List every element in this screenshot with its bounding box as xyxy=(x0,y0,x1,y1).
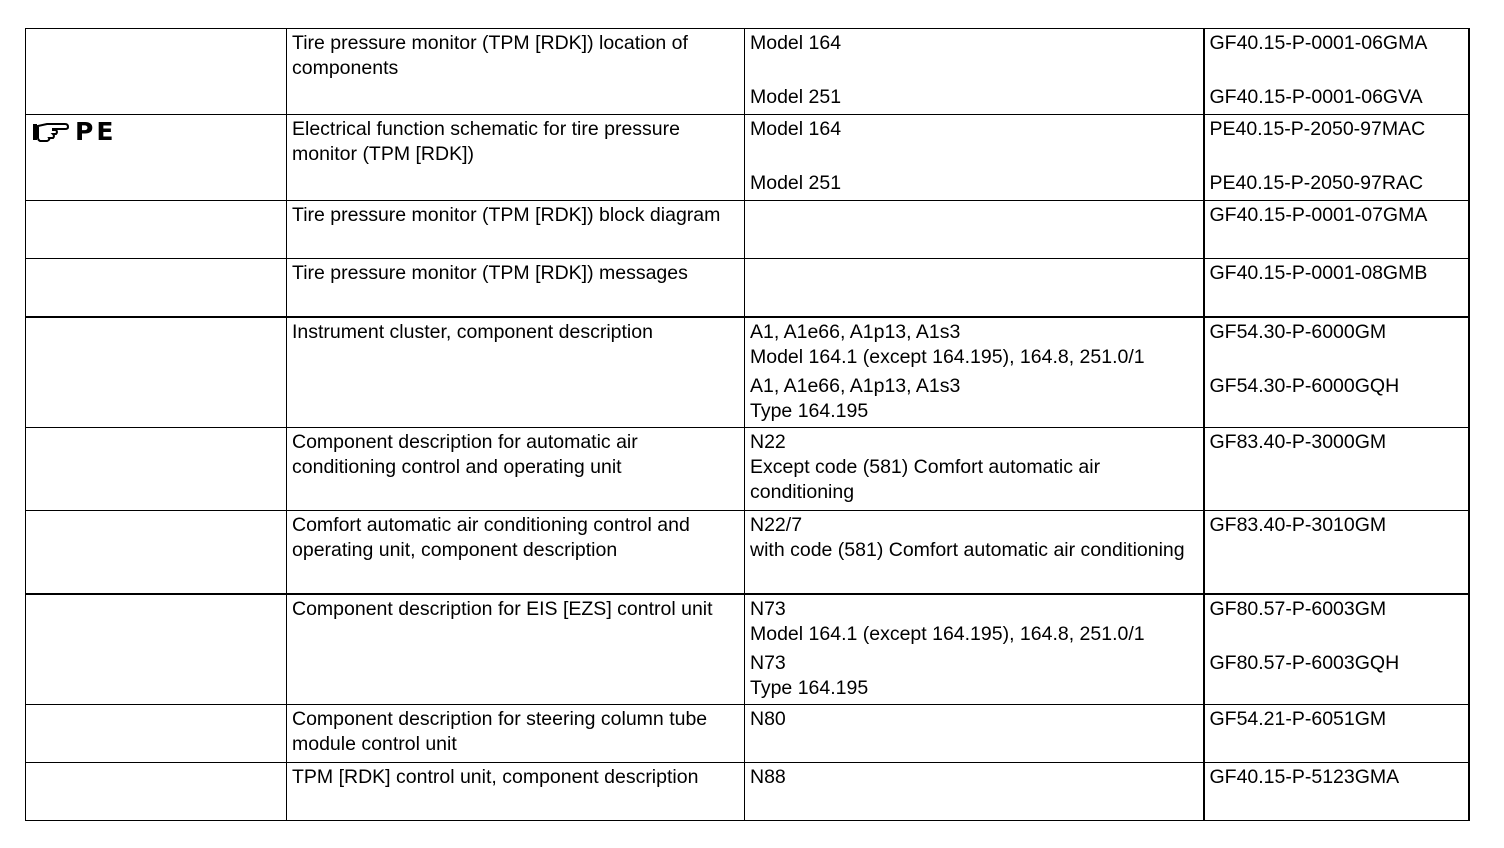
document-code-cell xyxy=(1204,259,1469,317)
applicability-entry xyxy=(750,171,1199,196)
document-title: Component description for steering column tube module control unit xyxy=(292,708,708,755)
document-code-cell xyxy=(1204,29,1469,115)
applicability-label: N73 xyxy=(750,651,786,674)
applicability-cell xyxy=(745,115,1204,201)
applicability-entry xyxy=(750,651,1199,701)
document-code: GF54.30-P-6000GM xyxy=(1209,320,1387,343)
applicability-label: N88 xyxy=(750,766,786,788)
document-code-cell xyxy=(1204,428,1469,511)
applicability-label: Model 164 xyxy=(750,32,842,54)
code-entry xyxy=(1210,203,1464,228)
document-code-cell xyxy=(1204,511,1469,594)
document-title: Tire pressure monitor (TPM [RDK]) messages xyxy=(292,262,688,284)
code-entry xyxy=(1210,513,1464,538)
applicability-detail: with code (581) Comfort automatic air conditioning xyxy=(750,539,1185,561)
applicability-cell xyxy=(745,201,1204,259)
marker-cell xyxy=(26,201,287,259)
reference-table-body xyxy=(26,29,1469,821)
marker-cell xyxy=(26,29,287,115)
code-entry xyxy=(1210,430,1464,455)
applicability-cell xyxy=(745,594,1204,705)
code-entry xyxy=(1210,374,1464,399)
document-code: PE40.15-P-2050-97RAC xyxy=(1209,172,1424,194)
applicability-label: N22 xyxy=(750,431,786,453)
applicability-cell xyxy=(745,259,1204,317)
marker-cell xyxy=(26,705,287,763)
code-entry xyxy=(1210,31,1464,56)
code-entry xyxy=(1210,597,1464,622)
applicability-cell xyxy=(745,317,1204,428)
document-code: GF40.15-P-0001-07GMA xyxy=(1209,204,1428,226)
document-code: GF40.15-P-0001-06GVA xyxy=(1209,86,1423,108)
applicability-detail: Type 164.195 xyxy=(750,676,869,699)
table-row xyxy=(26,511,1469,594)
document-title-cell xyxy=(287,259,745,317)
document-code: GF80.57-P-6003GM xyxy=(1209,597,1387,620)
applicability-entry xyxy=(750,707,1199,732)
document-title: Electrical function schematic for tire pressure monitor (TPM [RDK]) xyxy=(292,118,680,165)
applicability-entry xyxy=(750,85,1199,110)
table-row xyxy=(26,115,1469,201)
code-entry xyxy=(1210,707,1464,732)
table-row xyxy=(26,201,1469,259)
document-code-cell xyxy=(1204,115,1469,201)
table-row xyxy=(26,29,1469,115)
code-entry xyxy=(1210,320,1464,345)
applicability-cell xyxy=(745,29,1204,115)
document-code-cell xyxy=(1204,594,1469,705)
code-entry xyxy=(1210,85,1464,110)
marker-cell xyxy=(26,511,287,594)
document-code: GF54.21-P-6051GM xyxy=(1209,708,1387,730)
applicability-entry xyxy=(750,765,1199,790)
marker-cell xyxy=(26,115,287,201)
applicability-entry xyxy=(750,31,1199,56)
table-row xyxy=(26,428,1469,511)
applicability-label: N80 xyxy=(750,708,786,730)
document-code: GF40.15-P-0001-06GMA xyxy=(1209,32,1428,54)
applicability-cell xyxy=(745,428,1204,511)
document-title: Component description for automatic air conditioning control and operating unit xyxy=(292,431,638,478)
document-code-cell xyxy=(1204,201,1469,259)
applicability-label: Model 251 xyxy=(750,86,842,108)
table-row xyxy=(26,763,1469,821)
applicability-label: Model 164 xyxy=(750,118,842,140)
applicability-entry xyxy=(750,117,1199,142)
document-title-cell xyxy=(287,115,745,201)
document-code: GF54.30-P-6000GQH xyxy=(1209,374,1400,397)
applicability-detail: Model 164.1 (except 164.195), 164.8, 251.0/1 xyxy=(750,345,1145,368)
document-title-cell xyxy=(287,201,745,259)
document-code: GF80.57-P-6003GQH xyxy=(1209,651,1400,674)
code-entry xyxy=(1210,765,1464,790)
document-code-cell xyxy=(1204,317,1469,428)
document-code: PE40.15-P-2050-97MAC xyxy=(1209,118,1426,140)
code-entry xyxy=(1210,117,1464,142)
code-entry xyxy=(1210,171,1464,196)
applicability-label: A1, A1e66, A1p13, A1s3 xyxy=(750,320,961,343)
document-title: Instrument cluster, component description xyxy=(292,320,653,343)
marker-cell xyxy=(26,428,287,511)
pe-marker-label: PE xyxy=(75,116,117,146)
document-title-cell xyxy=(287,428,745,511)
applicability-label: Model 251 xyxy=(750,172,842,194)
pe-marker xyxy=(31,117,282,145)
document-code: GF40.15-P-5123GMA xyxy=(1209,766,1400,788)
document-title-cell xyxy=(287,29,745,115)
applicability-cell xyxy=(745,511,1204,594)
code-entry xyxy=(1210,651,1464,676)
applicability-detail: Type 164.195 xyxy=(750,399,869,422)
document-title: Tire pressure monitor (TPM [RDK]) block diagram xyxy=(292,204,721,226)
document-title-cell xyxy=(287,705,745,763)
document-code: GF83.40-P-3010GM xyxy=(1209,514,1387,536)
applicability-entry xyxy=(750,430,1199,505)
applicability-label: A1, A1e66, A1p13, A1s3 xyxy=(750,374,961,397)
document-title: Tire pressure monitor (TPM [RDK]) location of components xyxy=(292,32,688,79)
table-row xyxy=(26,317,1469,428)
reference-table xyxy=(25,28,1470,821)
applicability-label: N73 xyxy=(750,597,786,620)
applicability-detail: Model 164.1 (except 164.195), 164.8, 251.0/1 xyxy=(750,622,1145,645)
marker-cell xyxy=(26,259,287,317)
document-title-cell xyxy=(287,594,745,705)
document-title: Component description for EIS [EZS] control unit xyxy=(292,597,713,620)
marker-cell xyxy=(26,763,287,821)
document-title-cell xyxy=(287,317,745,428)
applicability-entry xyxy=(750,597,1199,647)
applicability-detail: Except code (581) Comfort automatic air conditioning xyxy=(750,456,1101,503)
applicability-entry xyxy=(750,513,1199,563)
document-title-cell xyxy=(287,511,745,594)
table-row xyxy=(26,259,1469,317)
table-row xyxy=(26,705,1469,763)
document-code-cell xyxy=(1204,763,1469,821)
applicability-label: N22/7 xyxy=(750,514,803,536)
applicability-cell xyxy=(745,763,1204,821)
table-row xyxy=(26,594,1469,705)
document-title-cell xyxy=(287,763,745,821)
applicability-entry xyxy=(750,374,1199,424)
marker-cell xyxy=(26,594,287,705)
document-code: GF83.40-P-3000GM xyxy=(1209,431,1387,453)
document-code: GF40.15-P-0001-08GMB xyxy=(1209,262,1428,284)
document-title: TPM [RDK] control unit, component description xyxy=(292,766,699,788)
pointing-hand-icon xyxy=(31,120,69,142)
code-entry xyxy=(1210,261,1464,286)
applicability-cell xyxy=(745,705,1204,763)
applicability-entry xyxy=(750,320,1199,370)
document-code-cell xyxy=(1204,705,1469,763)
marker-cell xyxy=(26,317,287,428)
document-title: Comfort automatic air conditioning control and operating unit, component description xyxy=(292,514,690,561)
